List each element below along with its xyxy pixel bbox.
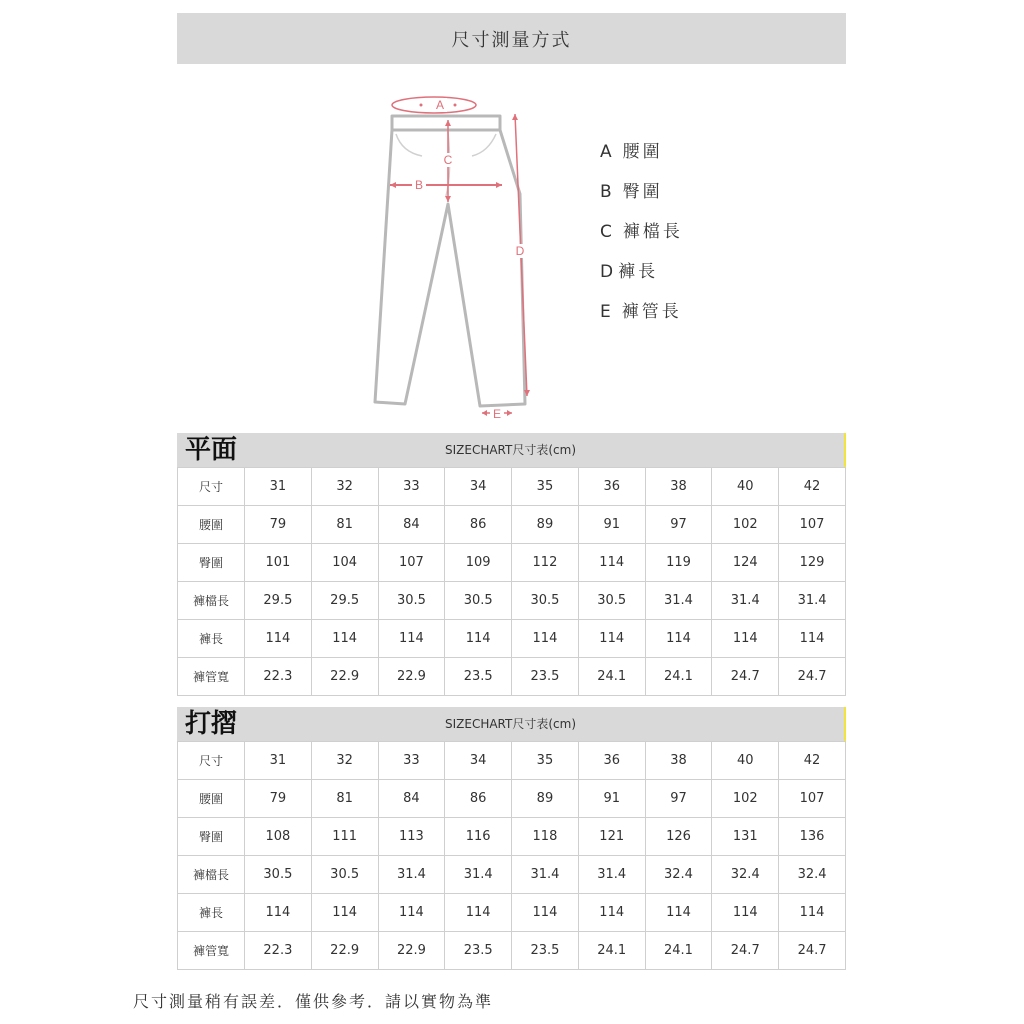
table-cell: 40	[712, 468, 779, 506]
table-cell: 114	[712, 620, 779, 658]
legend-key: C	[600, 222, 615, 242]
table-row	[178, 620, 846, 658]
table-cell: 114	[245, 620, 312, 658]
table-cell: 24.7	[779, 932, 846, 970]
table-cell: 31.4	[512, 856, 579, 894]
banner-title: 尺寸測量方式	[451, 29, 572, 51]
table-cell: 114	[245, 894, 312, 932]
table-cell: 31.4	[445, 856, 512, 894]
table-cell: 24.1	[578, 658, 645, 696]
right-pocket	[472, 134, 496, 156]
table-cell: 79	[245, 506, 312, 544]
label-c: C	[443, 153, 453, 167]
table-row	[178, 544, 846, 582]
label-e: E	[492, 407, 502, 421]
legend-item	[600, 257, 683, 297]
page-banner	[177, 13, 846, 64]
table-cell: 33	[378, 742, 445, 780]
table-cell: 108	[245, 818, 312, 856]
table-cell: 32.4	[779, 856, 846, 894]
table-row	[178, 856, 846, 894]
table-cell: 35	[512, 468, 579, 506]
row-label: 臀圍	[178, 544, 245, 582]
table-cell: 114	[712, 894, 779, 932]
table-cell: 31.4	[578, 856, 645, 894]
table-cell: 107	[779, 506, 846, 544]
table-cell: 31.4	[645, 582, 712, 620]
table-cell: 102	[712, 506, 779, 544]
pleated-chart-title: 打摺	[185, 709, 238, 739]
table-cell: 40	[712, 742, 779, 780]
table-cell: 24.1	[645, 658, 712, 696]
legend-item	[600, 137, 683, 177]
table-cell: 126	[645, 818, 712, 856]
table-cell: 114	[311, 620, 378, 658]
table-cell: 79	[245, 780, 312, 818]
table-cell: 42	[779, 468, 846, 506]
table-cell: 23.5	[512, 658, 579, 696]
table-cell: 114	[779, 620, 846, 658]
table-cell: 107	[378, 544, 445, 582]
label-d: D	[515, 244, 525, 258]
table-row	[178, 582, 846, 620]
pleated-chart-header	[177, 707, 846, 741]
table-cell: 24.7	[779, 658, 846, 696]
table-cell: 30.5	[578, 582, 645, 620]
table-cell: 114	[512, 620, 579, 658]
pleated-chart-caption: SIZECHART尺寸表(cm)	[444, 717, 577, 731]
table-cell: 24.1	[645, 932, 712, 970]
table-cell: 30.5	[245, 856, 312, 894]
table-cell: 35	[512, 742, 579, 780]
table-row	[178, 658, 846, 696]
table-cell: 112	[512, 544, 579, 582]
table-cell: 107	[779, 780, 846, 818]
table-cell: 29.5	[245, 582, 312, 620]
table-cell: 22.9	[311, 658, 378, 696]
table-cell: 116	[445, 818, 512, 856]
table-cell: 32	[311, 468, 378, 506]
row-label: 褲檔長	[178, 856, 245, 894]
table-cell: 111	[311, 818, 378, 856]
pleated-size-table	[177, 741, 846, 970]
table-cell: 31	[245, 742, 312, 780]
table-cell: 34	[445, 468, 512, 506]
table-row	[178, 818, 846, 856]
table-row	[178, 780, 846, 818]
table-cell: 97	[645, 780, 712, 818]
legend-item	[600, 217, 683, 257]
table-cell: 31.4	[712, 582, 779, 620]
pants-measurement-diagram	[360, 84, 560, 424]
legend-label: 褲長	[618, 262, 659, 282]
row-label: 褲檔長	[178, 582, 245, 620]
legend-label: 褲檔長	[622, 222, 683, 242]
table-cell: 30.5	[378, 582, 445, 620]
row-label: 褲管寬	[178, 658, 245, 696]
legend-key: E	[600, 302, 614, 322]
legend-item	[600, 297, 683, 337]
table-cell: 114	[445, 894, 512, 932]
table-cell: 23.5	[445, 932, 512, 970]
table-cell: 30.5	[512, 582, 579, 620]
table-cell: 38	[645, 742, 712, 780]
flat-chart-header	[177, 433, 846, 467]
table-cell: 97	[645, 506, 712, 544]
flat-size-chart	[177, 433, 846, 696]
table-cell: 89	[512, 506, 579, 544]
table-cell: 22.3	[245, 932, 312, 970]
table-cell: 38	[645, 468, 712, 506]
table-cell: 114	[578, 620, 645, 658]
table-cell: 30.5	[445, 582, 512, 620]
table-cell: 86	[445, 780, 512, 818]
table-cell: 114	[445, 620, 512, 658]
table-cell: 121	[578, 818, 645, 856]
table-cell: 22.9	[311, 932, 378, 970]
legend-label: 臀圍	[622, 182, 663, 202]
table-cell: 114	[578, 544, 645, 582]
flat-chart-caption: SIZECHART尺寸表(cm)	[444, 443, 577, 457]
table-cell: 84	[378, 506, 445, 544]
table-cell: 22.3	[245, 658, 312, 696]
row-label: 臀圍	[178, 818, 245, 856]
table-row	[178, 506, 846, 544]
legend-label: 腰圍	[622, 142, 663, 162]
row-label: 褲長	[178, 620, 245, 658]
table-cell: 114	[645, 620, 712, 658]
table-cell: 22.9	[378, 658, 445, 696]
row-label: 褲長	[178, 894, 245, 932]
table-cell: 33	[378, 468, 445, 506]
table-cell: 114	[645, 894, 712, 932]
table-cell: 118	[512, 818, 579, 856]
table-cell: 31.4	[779, 582, 846, 620]
table-cell: 91	[578, 506, 645, 544]
measurement-legend	[600, 137, 683, 337]
table-cell: 24.7	[712, 932, 779, 970]
table-cell: 30.5	[311, 856, 378, 894]
pleated-size-chart	[177, 707, 846, 970]
table-cell: 31	[245, 468, 312, 506]
table-cell: 104	[311, 544, 378, 582]
table-cell: 102	[712, 780, 779, 818]
legend-key: A	[600, 142, 615, 162]
table-cell: 113	[378, 818, 445, 856]
table-cell: 91	[578, 780, 645, 818]
table-cell: 32.4	[645, 856, 712, 894]
table-cell: 32	[311, 742, 378, 780]
table-row	[178, 742, 846, 780]
table-cell: 131	[712, 818, 779, 856]
table-cell: 32.4	[712, 856, 779, 894]
row-label: 褲管寬	[178, 932, 245, 970]
table-cell: 81	[311, 780, 378, 818]
disclaimer-note: 尺寸測量稍有誤差．僅供參考．請以實物為準	[133, 992, 494, 1011]
table-cell: 22.9	[378, 932, 445, 970]
table-cell: 114	[779, 894, 846, 932]
table-cell: 24.1	[578, 932, 645, 970]
row-label: 尺寸	[178, 742, 245, 780]
table-cell: 114	[378, 894, 445, 932]
row-label: 腰圍	[178, 780, 245, 818]
table-cell: 89	[512, 780, 579, 818]
table-row	[178, 894, 846, 932]
table-cell: 36	[578, 468, 645, 506]
left-pocket	[396, 134, 422, 156]
table-cell: 136	[779, 818, 846, 856]
table-cell: 36	[578, 742, 645, 780]
table-cell: 114	[311, 894, 378, 932]
legend-key: B	[600, 182, 615, 202]
table-cell: 31.4	[378, 856, 445, 894]
table-cell: 101	[245, 544, 312, 582]
table-cell: 109	[445, 544, 512, 582]
table-cell: 42	[779, 742, 846, 780]
table-cell: 114	[378, 620, 445, 658]
legend-label: 褲管長	[621, 302, 682, 322]
table-cell: 124	[712, 544, 779, 582]
row-label: 尺寸	[178, 468, 245, 506]
flat-chart-title: 平面	[185, 435, 238, 465]
table-cell: 29.5	[311, 582, 378, 620]
table-cell: 24.7	[712, 658, 779, 696]
legend-key: D	[600, 262, 617, 282]
table-cell: 119	[645, 544, 712, 582]
flat-size-table	[177, 467, 846, 696]
table-cell: 34	[445, 742, 512, 780]
table-cell: 23.5	[445, 658, 512, 696]
table-cell: 23.5	[512, 932, 579, 970]
table-row	[178, 932, 846, 970]
table-row	[178, 468, 846, 506]
legend-item	[600, 177, 683, 217]
table-cell: 81	[311, 506, 378, 544]
table-cell: 114	[578, 894, 645, 932]
row-label: 腰圍	[178, 506, 245, 544]
label-a: A	[435, 98, 445, 112]
table-cell: 84	[378, 780, 445, 818]
table-cell: 86	[445, 506, 512, 544]
label-b: B	[414, 178, 424, 192]
table-cell: 114	[512, 894, 579, 932]
table-cell: 129	[779, 544, 846, 582]
